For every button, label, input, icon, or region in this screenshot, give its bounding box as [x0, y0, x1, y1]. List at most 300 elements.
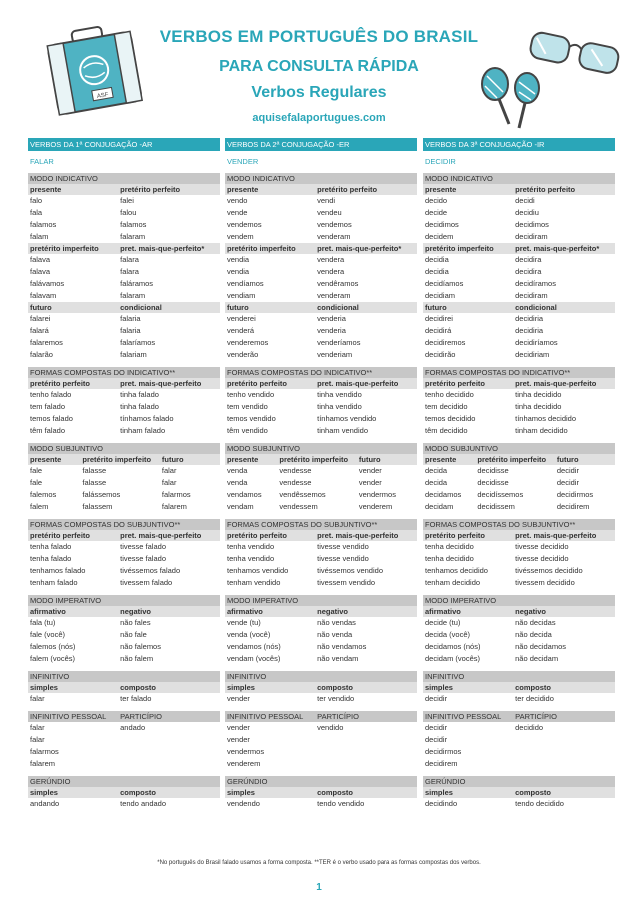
table-cell: falasse [82, 466, 107, 475]
table-cell: decide (tu) [425, 618, 461, 627]
table-row [28, 219, 220, 231]
subheader-row [28, 530, 220, 541]
table-cell: falarem [161, 502, 187, 511]
table-cell: decidimos [425, 220, 459, 229]
table-row [28, 349, 220, 361]
table-cell: tenhamos vendido [227, 566, 289, 575]
table-cell: falamos [30, 220, 57, 229]
table-cell: tendo andado [120, 799, 167, 808]
section-header: MODO INDICATIVO [225, 173, 417, 184]
table-cell: falem [30, 502, 49, 511]
table-cell: têm decidido [425, 426, 468, 435]
table-cell: venderá [227, 326, 255, 335]
table-row [225, 349, 417, 361]
table-row [225, 489, 417, 501]
table-cell: falamos [120, 220, 147, 229]
table-cell: temos decidido [425, 414, 476, 423]
table-cell: tinha falado [120, 390, 159, 399]
table-cell: vender [358, 478, 382, 487]
table-row [423, 219, 615, 231]
table-cell: decidia [425, 255, 449, 264]
table-row [225, 465, 417, 477]
table-cell: decidirmos [425, 747, 462, 756]
table-cell [118, 734, 220, 746]
subheader-cell: pret. mais-que-perfeito* [317, 244, 402, 253]
table-row [423, 758, 615, 770]
subheader-row [28, 787, 220, 798]
subheader-cell: simples [425, 683, 453, 692]
table-row [423, 325, 615, 337]
table-row [225, 629, 417, 641]
table-cell: tivesse vendido [317, 554, 369, 563]
page-number: 1 [316, 882, 322, 893]
table-cell: decidíramos [515, 279, 556, 288]
table-cell: não decida [515, 630, 552, 639]
table-cell: fale [30, 478, 43, 487]
table-cell: tivesse falado [120, 554, 166, 563]
table-cell: vendeu [317, 208, 342, 217]
table-cell: falar [30, 723, 45, 732]
table-cell: decidir [425, 723, 448, 732]
table-cell: tenho decidido [425, 390, 474, 399]
table-row [28, 477, 220, 489]
table-cell: tenha decidido [425, 542, 474, 551]
subheader-cell: composto [120, 788, 156, 797]
subheader-row [225, 378, 417, 389]
table-row [225, 734, 417, 746]
table-cell: tenho falado [30, 390, 72, 399]
subheader-cell: condicional [120, 303, 162, 312]
subheader-cell: simples [425, 788, 453, 797]
conjugation-header: VERBOS DA 1ª CONJUGAÇÃO -AR [28, 138, 220, 151]
table-cell: vender [227, 735, 250, 744]
table-row [28, 195, 220, 207]
table-cell: vendido [317, 723, 344, 732]
subheader-cell: negativo [317, 607, 348, 616]
subheader-cell: pretérito imperfeito [425, 244, 494, 253]
table-cell: andado [120, 723, 146, 732]
table-cell: ter falado [120, 694, 152, 703]
table-cell: falar [161, 478, 177, 487]
table-cell: falaríamos [120, 338, 156, 347]
table-row [423, 401, 615, 413]
subheader-cell: pretérito perfeito [317, 185, 378, 194]
table-row [423, 254, 615, 266]
subheader-row [28, 606, 220, 617]
table-cell: vendera [317, 267, 345, 276]
table-cell: decidiremos [425, 338, 466, 347]
subheader-cell: presente [227, 455, 259, 464]
conjugation-column-1 [28, 138, 220, 810]
table-cell: tem falado [30, 402, 66, 411]
section-header: MODO INDICATIVO [423, 173, 615, 184]
table-cell: vendêssemos [279, 490, 326, 499]
subheader-row [423, 606, 615, 617]
table-cell: tinha vendido [317, 390, 362, 399]
table-row [225, 313, 417, 325]
subheader-cell: pretérito perfeito [425, 531, 486, 540]
table-cell: vendiam [227, 291, 256, 300]
table-row [28, 758, 220, 770]
verb-name: FALAR [30, 157, 54, 166]
table-cell: não falem [120, 654, 154, 663]
table-cell: venda [227, 478, 248, 487]
table-row [423, 266, 615, 278]
table-cell: decidíamos [425, 279, 464, 288]
table-cell: decidira [515, 255, 542, 264]
table-row [423, 577, 615, 589]
subheader-row [28, 243, 220, 254]
table-cell: ter decidido [515, 694, 554, 703]
table-cell: decidirmos [556, 490, 594, 499]
table-cell: decidiram [515, 232, 548, 241]
table-row [225, 501, 417, 513]
table-row [28, 501, 220, 513]
table-cell: decidem [425, 232, 454, 241]
table-cell: tínhamos decidido [515, 414, 576, 423]
subheader-row [28, 378, 220, 389]
table-cell: vendendo [227, 799, 260, 808]
table-cell: vendesse [279, 478, 312, 487]
table-row [423, 501, 615, 513]
table-cell: tenhamos decidido [425, 566, 488, 575]
table-row [423, 413, 615, 425]
table-cell: venderia [317, 314, 346, 323]
table-cell: não venda [317, 630, 353, 639]
table-cell: venda [227, 466, 248, 475]
table-cell: não fale [120, 630, 147, 639]
section-header: INFINITIVO [28, 671, 220, 682]
table-cell [118, 758, 220, 770]
subheader-row [423, 302, 615, 313]
table-cell: falaria [120, 314, 141, 323]
table-row [28, 541, 220, 553]
table-cell: decidindo [425, 799, 458, 808]
subheader-row [28, 682, 220, 693]
table-cell: vende (tu) [227, 618, 261, 627]
table-cell: faláramos [120, 279, 154, 288]
section-header: FORMAS COMPOSTAS DO INDICATIVO** [225, 367, 417, 378]
table-cell: decidira [515, 267, 542, 276]
table-cell: tenham vendido [227, 578, 281, 587]
table-row [423, 489, 615, 501]
table-row [225, 693, 417, 705]
table-cell: tenha vendido [227, 554, 275, 563]
table-cell: tinha decidido [515, 402, 562, 411]
website-link[interactable]: aquisefalaportugues.com [252, 112, 386, 124]
subheader-cell: condicional [515, 303, 557, 312]
table-cell: decidamos [425, 490, 462, 499]
section-header: MODO IMPERATIVO [28, 595, 220, 606]
table-row [28, 617, 220, 629]
table-cell: decidisse [477, 466, 509, 475]
subheader-row [225, 243, 417, 254]
table-row [28, 577, 220, 589]
table-cell: decidiriam [515, 350, 550, 359]
table-row [225, 758, 417, 770]
table-cell: falemos (nós) [30, 642, 76, 651]
subheader-cell: pretérito perfeito [120, 185, 181, 194]
subheader-cell: pret. mais-que-perfeito* [515, 244, 600, 253]
table-cell: falava [30, 255, 51, 264]
table-cell [513, 746, 615, 758]
subheader-cell: pret. mais-que-perfeito [317, 379, 399, 388]
table-cell: tendo decidido [515, 799, 564, 808]
subheader-cell: composto [317, 788, 353, 797]
table-row [225, 389, 417, 401]
table-row [423, 798, 615, 810]
subheader-cell: negativo [120, 607, 151, 616]
conjugation-header: VERBOS DA 2ª CONJUGAÇÃO -ER [225, 138, 417, 151]
table-cell: tenha decidido [425, 554, 474, 563]
table-row [28, 278, 220, 290]
table-row [28, 266, 220, 278]
table-row [28, 413, 220, 425]
subheader-row [225, 530, 417, 541]
subheader-cell: futuro [227, 303, 249, 312]
table-cell: venderemos [227, 338, 269, 347]
subheader-cell: pretérito imperfeito [227, 244, 296, 253]
table-cell: tinham vendido [317, 426, 368, 435]
table-cell: decida [425, 478, 448, 487]
table-cell: decidiu [515, 208, 539, 217]
table-cell: decidirei [425, 314, 453, 323]
table-row [28, 465, 220, 477]
table-row [423, 746, 615, 758]
subheader-cell: pretérito imperfeito [30, 244, 99, 253]
table-cell: falarei [30, 314, 51, 323]
subheader-cell: futuro [358, 455, 381, 464]
table-row [225, 653, 417, 665]
subheader-cell: pret. mais-que-perfeito [317, 531, 399, 540]
subheader-cell: pretérito perfeito [515, 185, 576, 194]
table-row [225, 617, 417, 629]
table-cell: vendêramos [317, 279, 359, 288]
subheader-row [28, 184, 220, 195]
table-row [423, 207, 615, 219]
table-cell: falara [120, 255, 139, 264]
section-header: MODO IMPERATIVO [423, 595, 615, 606]
table-cell: não decidam [515, 654, 559, 663]
section-header: FORMAS COMPOSTAS DO INDICATIVO** [423, 367, 615, 378]
subheader-row [225, 454, 417, 465]
table-cell: vendo [227, 196, 248, 205]
table-row [225, 413, 417, 425]
table-row [423, 541, 615, 553]
subheader-row [225, 302, 417, 313]
section-header: FORMAS COMPOSTAS DO SUBJUNTIVO** [225, 519, 417, 530]
table-cell: decidisse [477, 478, 509, 487]
participio-label: PARTICÍPIO [317, 712, 359, 721]
table-cell: tenho vendido [227, 390, 275, 399]
table-row [225, 337, 417, 349]
title-line-2: PARA CONSULTA RÁPIDA [219, 58, 419, 75]
table-row [28, 401, 220, 413]
table-row [423, 231, 615, 243]
table-cell: falei [120, 196, 134, 205]
table-cell: não vendam [317, 654, 359, 663]
subheader-cell: futuro [30, 303, 52, 312]
conjugation-header: VERBOS DA 3ª CONJUGAÇÃO -IR [423, 138, 615, 151]
table-cell: tenha falado [30, 554, 72, 563]
table-row [423, 734, 615, 746]
table-row [28, 565, 220, 577]
participio-label: PARTICÍPIO [515, 712, 557, 721]
infinitivo-pessoal-label: INFINITIVO PESSOAL [425, 712, 502, 721]
table-cell: falarão [30, 350, 53, 359]
table-cell: decidíssemos [477, 490, 524, 499]
table-cell: decidir [425, 694, 448, 703]
table-cell: falará [30, 326, 49, 335]
section-header: MODO IMPERATIVO [225, 595, 417, 606]
table-cell [513, 758, 615, 770]
subheader-row [423, 787, 615, 798]
table-cell: decido [425, 196, 448, 205]
table-cell: venderam [317, 232, 351, 241]
table-cell: decidir [556, 478, 579, 487]
luggage-tag-text: ASF [96, 92, 110, 101]
table-row [225, 577, 417, 589]
table-cell: falo [30, 196, 43, 205]
table-row [225, 541, 417, 553]
table-row [28, 313, 220, 325]
table-cell: vender [358, 466, 382, 475]
table-cell: decidimos [515, 220, 549, 229]
table-cell [315, 758, 417, 770]
section-header-pair [225, 711, 417, 722]
verb-name: VENDER [227, 157, 259, 166]
conjugation-column-2 [225, 138, 417, 810]
table-cell: fale [30, 466, 43, 475]
table-cell: venda (você) [227, 630, 271, 639]
table-cell: decidiria [515, 326, 544, 335]
table-row [28, 254, 220, 266]
table-row [423, 349, 615, 361]
table-row [28, 798, 220, 810]
subheader-row [225, 184, 417, 195]
table-cell: tivessem vendido [317, 578, 376, 587]
table-row [28, 425, 220, 437]
table-row [225, 219, 417, 231]
table-row [28, 207, 220, 219]
table-cell: não vendamos [317, 642, 367, 651]
section-header: GERÚNDIO [423, 776, 615, 787]
table-row [28, 231, 220, 243]
table-cell: decidirem [556, 502, 590, 511]
table-row [423, 565, 615, 577]
table-cell: decidam [425, 502, 454, 511]
subheader-cell: afirmativo [227, 607, 263, 616]
table-row [225, 290, 417, 302]
table-cell: falem (vocês) [30, 654, 76, 663]
subheader-cell: condicional [317, 303, 359, 312]
table-cell: venderem [227, 759, 261, 768]
subheader-cell: simples [30, 788, 58, 797]
section-header: GERÚNDIO [225, 776, 417, 787]
table-cell: decidia [425, 267, 449, 276]
table-cell: tivéssemos decidido [515, 566, 583, 575]
subheader-cell: pretérito perfeito [425, 379, 486, 388]
subheader-cell: simples [227, 683, 255, 692]
table-cell: falaram [120, 232, 146, 241]
table-row [225, 278, 417, 290]
subheader-row [225, 787, 417, 798]
subheader-cell: pretérito perfeito [227, 379, 288, 388]
subheader-cell: presente [30, 185, 62, 194]
table-row [225, 798, 417, 810]
table-cell: decidiria [515, 314, 544, 323]
table-cell: falou [120, 208, 137, 217]
table-row [423, 278, 615, 290]
table-cell: tinha decidido [515, 390, 562, 399]
table-cell: falam [30, 232, 49, 241]
table-cell: falariam [120, 350, 147, 359]
table-cell: venderíamos [317, 338, 361, 347]
table-cell: tem decidido [425, 402, 468, 411]
subheader-cell: composto [515, 788, 551, 797]
table-cell: temos vendido [227, 414, 276, 423]
subheader-cell: pretérito perfeito [30, 531, 91, 540]
table-row [423, 195, 615, 207]
subheader-cell: composto [515, 683, 551, 692]
subheader-row [28, 454, 220, 465]
section-header: INFINITIVO [423, 671, 615, 682]
table-row [28, 746, 220, 758]
table-cell: tenham falado [30, 578, 78, 587]
table-cell: falaremos [30, 338, 63, 347]
subheader-cell: pret. mais-que-perfeito [120, 379, 202, 388]
table-cell: tinham decidido [515, 426, 568, 435]
table-cell: decidi [515, 196, 535, 205]
section-header: FORMAS COMPOSTAS DO INDICATIVO** [28, 367, 220, 378]
table-cell: fala [30, 208, 43, 217]
table-cell: venderiam [317, 350, 353, 359]
table-cell: falava [30, 267, 51, 276]
table-cell: decidirão [425, 350, 456, 359]
table-cell: decidiríamos [515, 338, 558, 347]
table-row [423, 693, 615, 705]
table-cell: tivéssemos falado [120, 566, 181, 575]
table-cell: falar [30, 694, 45, 703]
table-row [423, 641, 615, 653]
table-cell: tenha vendido [227, 542, 275, 551]
table-cell: venderam [317, 291, 351, 300]
table-cell: falássemos [82, 490, 121, 499]
section-header: MODO SUBJUNTIVO [28, 443, 220, 454]
subheader-cell: presente [30, 455, 62, 464]
table-cell: decidam (vocês) [425, 654, 481, 663]
table-cell: tenha falado [30, 542, 72, 551]
table-cell [513, 734, 615, 746]
table-row [28, 629, 220, 641]
table-cell: falavam [30, 291, 57, 300]
table-cell: não decidamos [515, 642, 566, 651]
table-row [28, 290, 220, 302]
table-row [423, 337, 615, 349]
table-row [28, 693, 220, 705]
table-row [225, 254, 417, 266]
table-cell: vende [227, 208, 248, 217]
table-cell: ter vendido [317, 694, 355, 703]
table-row [28, 641, 220, 653]
section-header: FORMAS COMPOSTAS DO SUBJUNTIVO** [423, 519, 615, 530]
subheader-cell: pretérito imperfeito [82, 455, 152, 464]
table-row [28, 553, 220, 565]
section-header-pair [423, 711, 615, 722]
table-cell: falávamos [30, 279, 65, 288]
subheader-cell: futuro [161, 455, 184, 464]
table-cell: decidiram [515, 291, 548, 300]
